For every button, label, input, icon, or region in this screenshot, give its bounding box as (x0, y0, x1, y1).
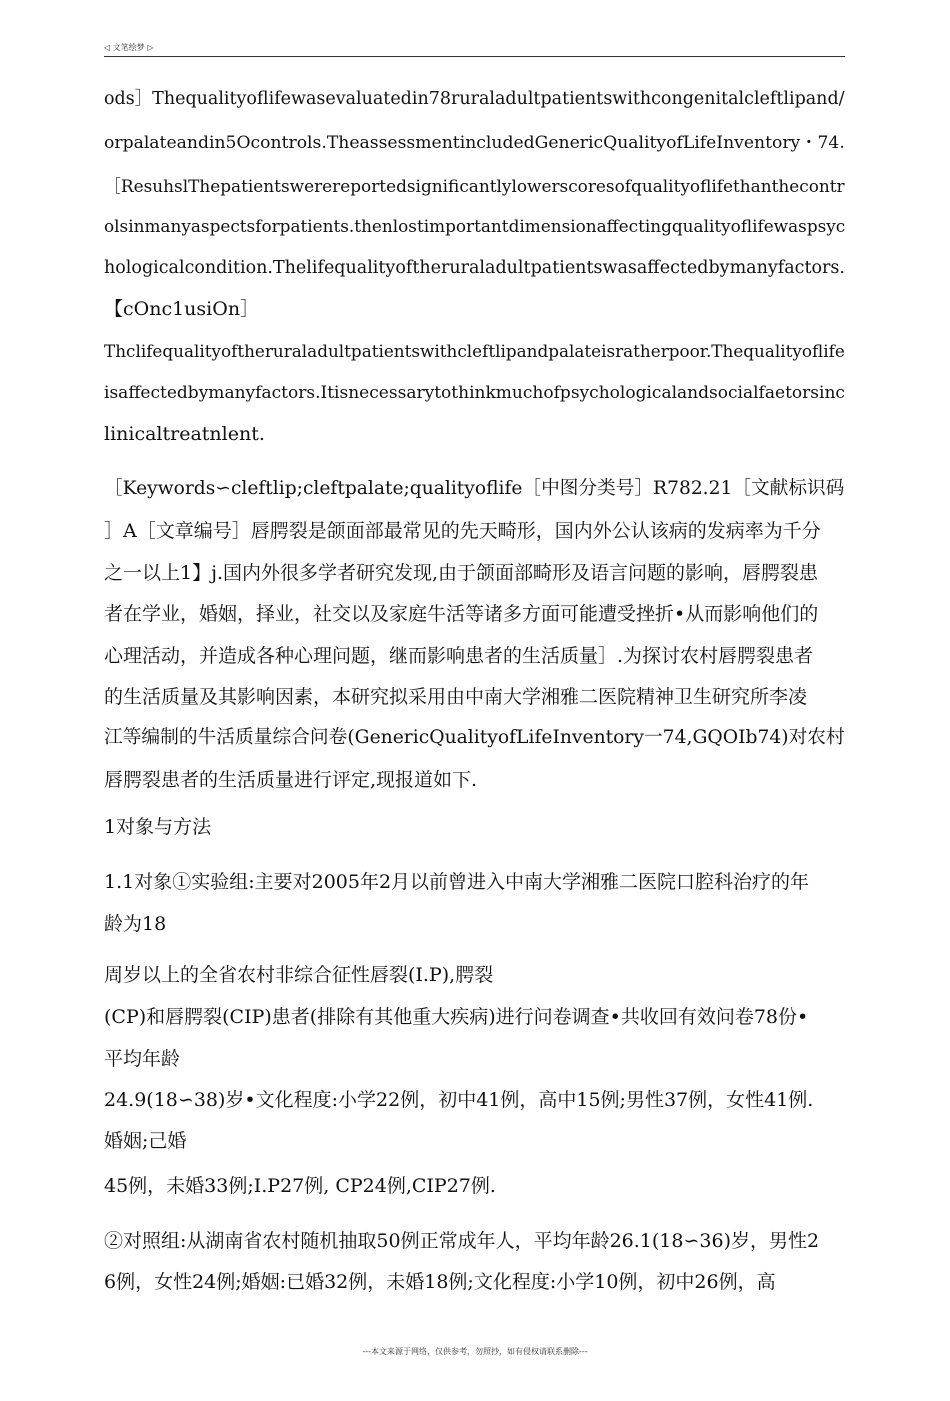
body-line: 之一以上1】j.国内外很多学者研究发现,由于颌面部畸形及语言问题的影响，唇腭裂患 (104, 562, 819, 584)
abstract-line: ods］Thequalityoflifewasevaluatedin78ruraladultpatientswithcongenitalcleftlipand/ (104, 89, 845, 109)
abstract-line: linicaltreatnlent. (104, 423, 265, 445)
header-text: ◁ 文笔绘梦 ▷ (104, 43, 154, 52)
section-heading: 1对象与方法 (104, 816, 212, 838)
body-line: ［Keywords∽cleftlip;cleftpalate;qualityoflife［中图分类号］R782.21［文献标识码 (104, 478, 845, 499)
subsection-line: 1.1对象①实验组:主要对2005年2月以前曾进入中南大学湘雅二医院口腔科治疗的年 (104, 871, 810, 893)
abstract-line: olsinmanyaspectsforpatients.thenlostimportantdimensionaffectingqualityoflifewaspsyc (104, 216, 846, 236)
abstract-line: 【cOnc1usiOn］ (104, 298, 260, 320)
detail-line: 婚姻;己婚 (104, 1130, 187, 1152)
body-line: 的生活质量及其影响因素，本研究拟采用由中南大学湘雅二医院精神卫生研究所李凌 (104, 686, 808, 708)
subsection-line: 龄为18 (104, 913, 167, 935)
control-line: 6例，女性24例;婚姻:已婚32例，未婚18例;文化程度:小学10例，初中26例，高 (104, 1271, 776, 1293)
page-header (104, 40, 845, 57)
abstract-line: isaffectedbymanyfactors.Itisnecessarytothinkmuchofpsychologicalandsocialfaetorsinc (104, 383, 845, 403)
body-line: 唇腭裂患者的生活质量进行评定,现报道如下. (104, 769, 478, 791)
body-line: 心理活动，并造成各种心理问题，继而影响患者的生活质量］.为探讨农村唇腭裂患者 (104, 645, 814, 667)
detail-line: (CP)和唇腭裂(CIP)患者(排除有其他重大疾病)进行问卷调查•共收回有效问卷78份• (104, 1006, 809, 1028)
detail-line: 平均年龄 (104, 1048, 181, 1070)
detail-line: 周岁以上的全省农村非综合征性唇裂(I.P),腭裂 (104, 964, 494, 986)
abstract-line: Thclifequalityoftheruraladultpatientswithcleftlipandpalateisratherpoor.Thequalityoflife (104, 341, 845, 361)
detail-line: 45例，未婚33例;I.P27例, CP24例,CIP27例. (104, 1175, 496, 1197)
body-line: 江等编制的牛活质量综合问卷(GenericQualityofLifeInventory一74,GQOIb74)对农村 (104, 727, 845, 748)
control-line: ②对照组:从湖南省农村随机抽取50例正常成年人，平均年龄26.1(18∽36)岁，男性2 (104, 1230, 820, 1252)
body-line: ］A［文章编号］唇腭裂是颌面部最常见的先天畸形，国内外公认该病的发病率为千分 (104, 520, 821, 542)
abstract-line: hologicalcondition.Thelifequalityoftheruraladultpatientswasaffectedbymanyfactors. (104, 258, 845, 278)
body-line: 者在学业，婚姻，择业，社交以及家庭牛活等诸多方面可能遭受挫折•从而影响他们的 (104, 603, 819, 625)
abstract-line: ［ResuhslThepatientswerereportedsignificantlylowerscoresofqualityoflifethanthecontr (104, 176, 845, 196)
detail-line: 24.9(18∽38)岁•文化程度:小学22例，初中41例，高中15例;男性37例，女性41例. (104, 1089, 814, 1111)
abstract-line: orpalateandin5Ocontrols.TheassessmentincludedGenericQualityofLifeInventory・74. (104, 133, 845, 153)
page-footer: ---本文来源于网络，仅供参考，勿照抄，如有侵权请联系删除--- (362, 1347, 588, 1356)
